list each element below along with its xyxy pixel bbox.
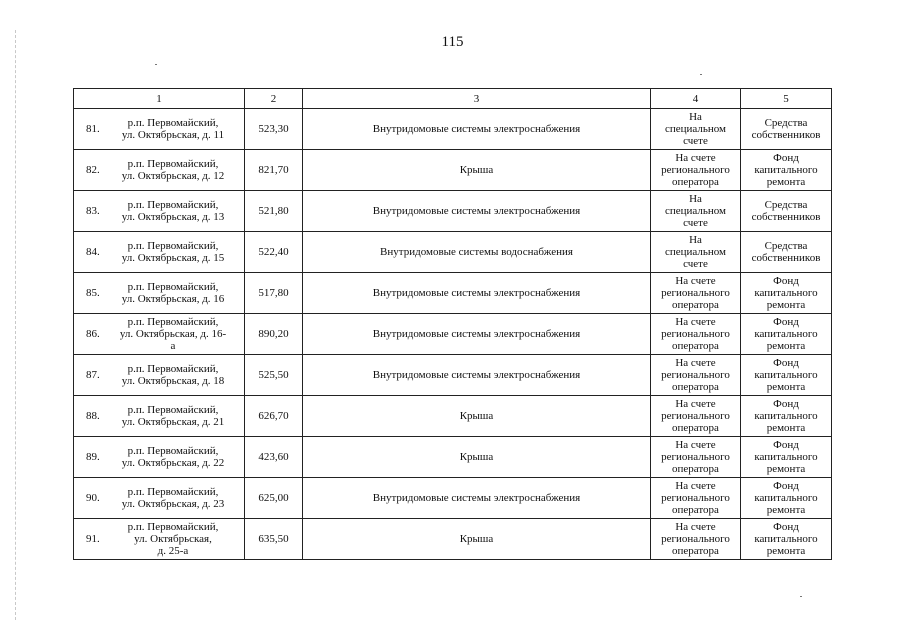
funding-source-cell: Фонд капитального ремонта <box>741 355 832 396</box>
funding-source-cell: Фонд капитального ремонта <box>741 150 832 191</box>
address-cell <box>74 355 245 396</box>
work-type-cell: Крыша <box>303 396 651 437</box>
row-number: 89. <box>86 451 100 463</box>
table-row <box>74 191 832 232</box>
scan-speck <box>155 64 157 65</box>
table-row <box>74 355 832 396</box>
address-text: р.п. Первомайский, ул. Октябрьская, д. 25-а <box>127 521 219 557</box>
area-cell: 523,30 <box>245 109 303 150</box>
address-wrap <box>76 150 242 190</box>
row-number: 91. <box>86 533 100 545</box>
account-cell: На счете регионального оператора <box>651 396 741 437</box>
address-wrap <box>76 355 242 395</box>
address-text: р.п. Первомайский, ул. Октябрьская, д. 13 <box>121 199 225 223</box>
area-cell: 626,70 <box>245 396 303 437</box>
address-text: р.п. Первомайский, ул. Октябрьская, д. 21 <box>121 404 225 428</box>
row-number: 81. <box>86 123 100 135</box>
area-cell: 517,80 <box>245 273 303 314</box>
work-type-cell: Внутридомовые системы электроснабжения <box>303 273 651 314</box>
scan-speck <box>800 596 802 597</box>
work-type-cell: Внутридомовые системы электроснабжения <box>303 109 651 150</box>
work-type-cell: Крыша <box>303 437 651 478</box>
header-cell: 5 <box>741 89 832 109</box>
address-cell <box>74 437 245 478</box>
area-cell: 625,00 <box>245 478 303 519</box>
area-cell: 821,70 <box>245 150 303 191</box>
address-text: р.п. Первомайский, ул. Октябрьская, д. 23 <box>121 486 225 510</box>
work-type-cell: Крыша <box>303 519 651 560</box>
address-cell <box>74 150 245 191</box>
row-number: 85. <box>86 287 100 299</box>
table-row <box>74 519 832 560</box>
row-number: 88. <box>86 410 100 422</box>
area-cell: 890,20 <box>245 314 303 355</box>
funding-source-cell: Фонд капитального ремонта <box>741 437 832 478</box>
address-cell <box>74 109 245 150</box>
work-type-cell: Внутридомовые системы электроснабжения <box>303 314 651 355</box>
account-cell: На специальном счете <box>651 191 741 232</box>
funding-source-cell: Фонд капитального ремонта <box>741 478 832 519</box>
header-cell: 4 <box>651 89 741 109</box>
work-type-cell: Крыша <box>303 150 651 191</box>
table-row <box>74 396 832 437</box>
header-cell: 1 <box>74 89 245 109</box>
funding-source-cell: Фонд капитального ремонта <box>741 396 832 437</box>
address-wrap <box>76 191 242 231</box>
address-wrap <box>76 396 242 436</box>
funding-source-cell: Средства собственников <box>741 232 832 273</box>
row-number: 87. <box>86 369 100 381</box>
address-wrap <box>76 232 242 272</box>
account-cell: На счете регионального оператора <box>651 273 741 314</box>
address-cell <box>74 273 245 314</box>
table-body <box>74 89 832 560</box>
area-cell: 635,50 <box>245 519 303 560</box>
address-text: р.п. Первомайский, ул. Октябрьская, д. 16 <box>121 281 225 305</box>
address-cell <box>74 478 245 519</box>
address-cell <box>74 396 245 437</box>
address-cell <box>74 314 245 355</box>
address-text: р.п. Первомайский, ул. Октябрьская, д. 15 <box>121 240 225 264</box>
page-number: 115 <box>441 34 464 50</box>
address-wrap <box>76 273 242 313</box>
row-number: 86. <box>86 328 100 340</box>
table-row <box>74 109 832 150</box>
account-cell: На специальном счете <box>651 109 741 150</box>
work-type-cell: Внутридомовые системы электроснабжения <box>303 191 651 232</box>
funding-source-cell: Средства собственников <box>741 191 832 232</box>
address-wrap <box>76 314 242 354</box>
account-cell: На счете регионального оператора <box>651 519 741 560</box>
address-wrap <box>76 519 242 559</box>
header-cell: 2 <box>245 89 303 109</box>
table-row <box>74 232 832 273</box>
work-type-cell: Внутридомовые системы водоснабжения <box>303 232 651 273</box>
header-cell: 3 <box>303 89 651 109</box>
address-text: р.п. Первомайский, ул. Октябрьская, д. 11 <box>121 117 225 141</box>
area-cell: 423,60 <box>245 437 303 478</box>
funding-source-cell: Фонд капитального ремонта <box>741 314 832 355</box>
account-cell: На специальном счете <box>651 232 741 273</box>
funding-source-cell: Средства собственников <box>741 109 832 150</box>
scan-margin-line <box>15 30 16 620</box>
row-number: 82. <box>86 164 100 176</box>
address-wrap <box>76 478 242 518</box>
work-type-cell: Внутридомовые системы электроснабжения <box>303 478 651 519</box>
area-cell: 522,40 <box>245 232 303 273</box>
area-cell: 525,50 <box>245 355 303 396</box>
row-number: 83. <box>86 205 100 217</box>
address-cell <box>74 191 245 232</box>
table-row <box>74 437 832 478</box>
row-number: 84. <box>86 246 100 258</box>
table-header-row <box>74 89 832 109</box>
address-text: р.п. Первомайский, ул. Октябрьская, д. 16- а <box>119 316 227 352</box>
account-cell: На счете регионального оператора <box>651 150 741 191</box>
work-type-cell: Внутридомовые системы электроснабжения <box>303 355 651 396</box>
address-text: р.п. Первомайский, ул. Октябрьская, д. 18 <box>121 363 225 387</box>
table-row <box>74 150 832 191</box>
table-row <box>74 314 832 355</box>
address-text: р.п. Первомайский, ул. Октябрьская, д. 12 <box>121 158 225 182</box>
scan-speck <box>700 74 702 75</box>
account-cell: На счете регионального оператора <box>651 355 741 396</box>
account-cell: На счете регионального оператора <box>651 314 741 355</box>
address-wrap <box>76 437 242 477</box>
address-text: р.п. Первомайский, ул. Октябрьская, д. 22 <box>121 445 225 469</box>
funding-source-cell: Фонд капитального ремонта <box>741 273 832 314</box>
table-row <box>74 273 832 314</box>
account-cell: На счете регионального оператора <box>651 437 741 478</box>
address-cell <box>74 232 245 273</box>
address-wrap <box>76 109 242 149</box>
account-cell: На счете регионального оператора <box>651 478 741 519</box>
funding-source-cell: Фонд капитального ремонта <box>741 519 832 560</box>
area-cell: 521,80 <box>245 191 303 232</box>
row-number: 90. <box>86 492 100 504</box>
table-row <box>74 478 832 519</box>
address-cell <box>74 519 245 560</box>
repair-schedule-table <box>73 88 832 560</box>
